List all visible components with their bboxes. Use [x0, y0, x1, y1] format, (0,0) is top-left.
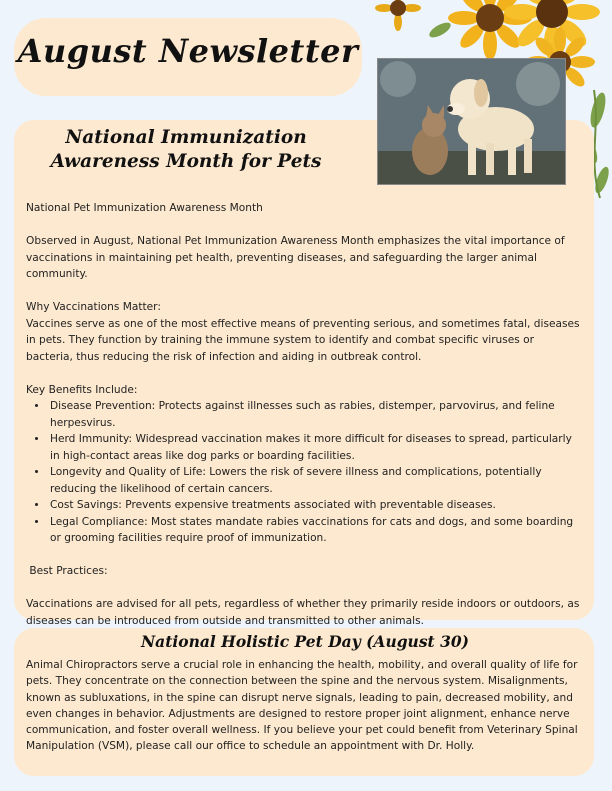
- list-item: • Herd Immunity: Widespread vaccination makes it more difficult for diseases to spread, particularly in high-contact areas like dog parks or boarding facilities.: [48, 431, 584, 464]
- list-item: • Legal Compliance: Most states mandate rabies vaccinations for cats and dogs, and some boarding or grooming facilities require proof of immunization.: [48, 514, 584, 547]
- list-item: • Longevity and Quality of Life: Lowers the risk of severe illness and complications, potentially reducing the likelihood of certain cancers.: [48, 464, 584, 497]
- holistic-body: [26, 657, 586, 755]
- title-banner: [14, 18, 362, 96]
- dog-and-cat-photo: [377, 58, 566, 185]
- best-practices-heading: Best Practices:: [26, 565, 108, 577]
- sunflower-icon: [375, 0, 421, 31]
- immunization-body: [26, 200, 584, 629]
- best-practices-text: Vaccinations are advised for all pets, regardless of whether they primarily reside indoors or outdoors, as diseases can be introduced from outside and transmitted to other animals.: [26, 598, 580, 627]
- benefits-heading: Key Benefits Include:: [26, 383, 138, 396]
- benefits-list: [26, 398, 584, 547]
- immunization-subtitle: National Pet Immunization Awareness Month: [26, 202, 263, 214]
- holistic-section-title: National Holistic Pet Day (August 30): [140, 632, 470, 651]
- immunization-intro: Observed in August, National Pet Immunization Awareness Month emphasizes the vital importance of vaccinations in maintaining pet health, preventing diseases, and safeguarding the larger animal community.: [26, 235, 565, 280]
- immunization-section-title: National Immunization Awareness Month for Pets: [50, 127, 322, 172]
- list-item: • Cost Savings: Prevents expensive treatments associated with preventable diseases.: [48, 497, 584, 514]
- newsletter-title: August Newsletter: [17, 32, 359, 70]
- why-heading: Why Vaccinations Matter:: [26, 301, 161, 313]
- holistic-text: Animal Chiropractors serve a crucial role in enhancing the health, mobility, and overall quality of life for pets. They concentrate on the connection between the spine and the nervous system. Misalignments, known as subluxations, in the spine can disrupt nerve signals, leading to pain, decreased mobility, and even changes in behavior. Adjustments are designed to restore proper joint alignment, enhance nerve communication, and foster overall wellness. If you believe your pet could benefit from Veterinary Spinal Manipulation (VSM), please call our office to schedule an appointment with Dr. Holly.: [26, 659, 578, 753]
- list-item: • Disease Prevention: Protects against illnesses such as rabies, distemper, parvovirus, and feline herpesvirus.: [48, 398, 584, 431]
- why-text: Vaccines serve as one of the most effective means of preventing serious, and sometimes fatal, diseases in pets. They function by training the immune system to identify and combat specific viruses or bacteria, thus reducing the risk of infection and aiding in outbreak control.: [26, 317, 580, 363]
